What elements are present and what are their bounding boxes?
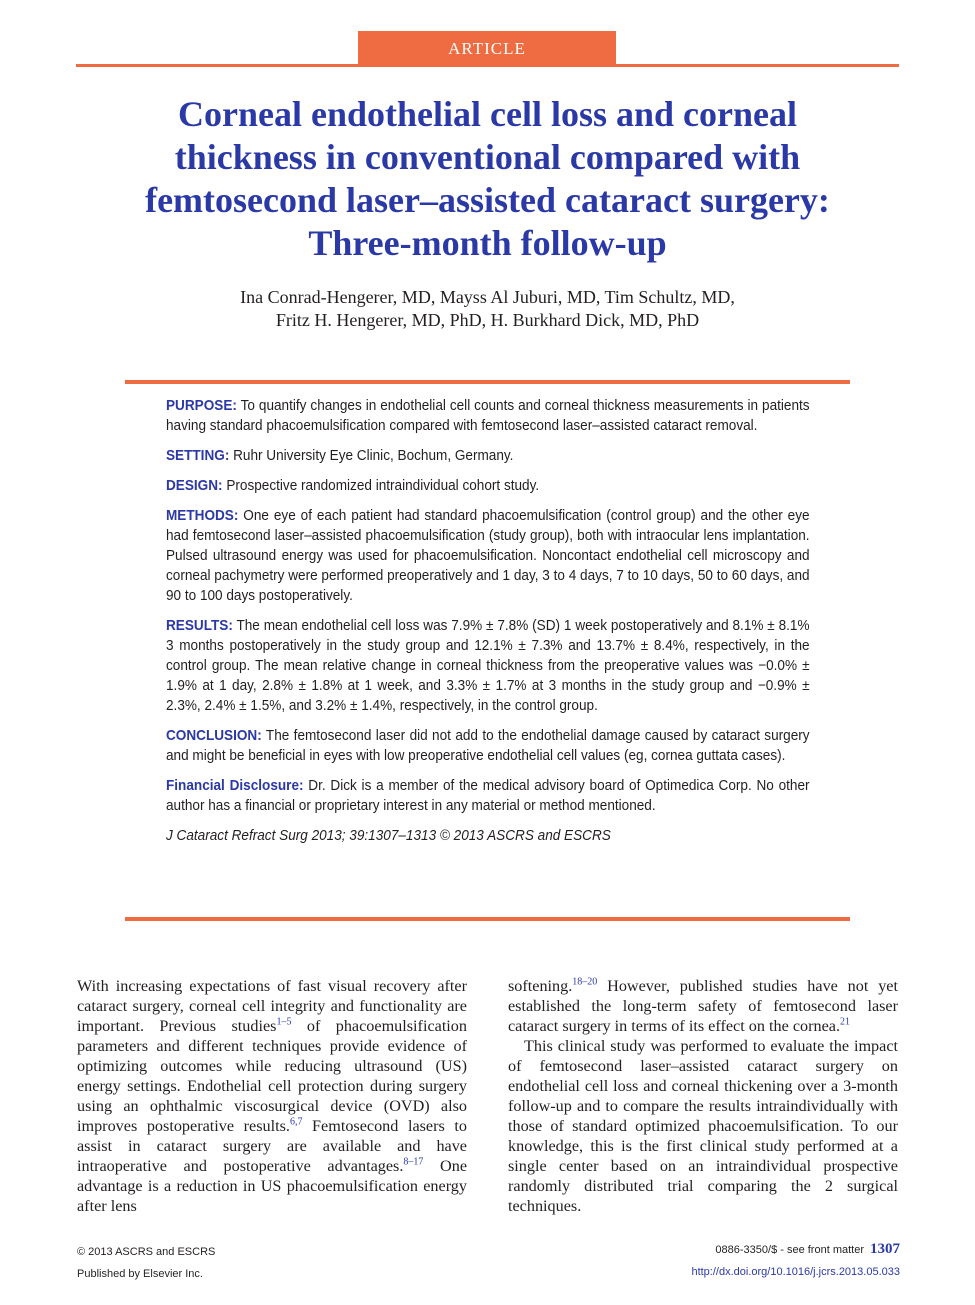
- body-column-left: [77, 976, 467, 1216]
- abstract-bottom-rule: [125, 917, 850, 921]
- authors-line-1: Ina Conrad-Hengerer, MD, Mayss Al Juburi, MD, Tim Schultz, MD,: [240, 287, 735, 307]
- design-text: Prospective randomized intraindividual cohort study.: [222, 478, 540, 494]
- author-list: [120, 286, 855, 332]
- footer-issn: 0886-3350/$ - see front matter: [715, 1244, 864, 1256]
- abstract-design: [166, 476, 810, 496]
- purpose-label: PURPOSE:: [166, 398, 237, 414]
- disclosure-label: Financial Disclosure:: [166, 778, 304, 794]
- abstract-purpose: [166, 396, 810, 436]
- authors-line-2: Fritz H. Hengerer, MD, PhD, H. Burkhard Dick, MD, PhD: [275, 310, 700, 330]
- reference-link[interactable]: 1–5: [276, 1016, 292, 1028]
- body-text: Femtosecond lasers to assist in cataract surgery are available and have intraoperative and postoperative advantages.: [77, 1117, 467, 1175]
- setting-text: Ruhr University Eye Clinic, Bochum, Germany.: [229, 448, 514, 464]
- disclosure-text: Dr. Dick is a member of the medical advisory board of Optimedica Corp. No other author has a financial or proprietary interest in any material or method mentioned.: [166, 778, 810, 814]
- footer-copyright: © 2013 ASCRS and ESCRS: [77, 1246, 216, 1258]
- footer-right: [560, 1238, 900, 1283]
- intro-paragraph-1-continued: [508, 976, 898, 1036]
- footer-publisher: Published by Elsevier Inc.: [77, 1268, 203, 1280]
- methods-text: One eye of each patient had standard phacoemulsification (control group) and the other eye had femtosecond laser–assisted phacoemulsification (study group), both with intraocular lens implantation. Pulsed ultrasound energy was used for phacoemulsification. Noncontact endothelial cell microscopy and corneal pachymetry were performed preoperatively and 1 day, 3 to 4 days, 7 to 10 days, 50 to 60 days, and 90 to 100 days postoperatively.: [166, 508, 810, 604]
- body-text: softening.: [508, 977, 573, 995]
- body-column-right: [508, 976, 898, 1216]
- reference-link[interactable]: 21: [840, 1016, 851, 1028]
- abstract-results: [166, 616, 810, 716]
- journal-citation: J Cataract Refract Surg 2013; 39:1307–1313 © 2013 ASCRS and ESCRS: [166, 828, 611, 844]
- setting-label: SETTING:: [166, 448, 230, 464]
- abstract-setting: [166, 446, 810, 466]
- purpose-text: To quantify changes in endothelial cell counts and corneal thickness measurements in patients having standard phacoemulsification compared with femtosecond laser–assisted cataract removal.: [166, 398, 810, 434]
- page-number: 1307: [870, 1241, 900, 1257]
- doi-link[interactable]: http://dx.doi.org/10.1016/j.jcrs.2013.05.033: [691, 1266, 900, 1278]
- article-title: Corneal endothelial cell loss and corneal thickness in conventional compared with femtosecond laser–assisted cataract surgery: Three-month follow-up: [145, 94, 830, 263]
- abstract: [166, 396, 810, 856]
- reference-link[interactable]: 6,7: [289, 1116, 303, 1128]
- conclusion-label: CONCLUSION:: [166, 728, 262, 744]
- results-label: RESULTS:: [166, 618, 233, 634]
- body-text: of phacoemulsification parameters and different techniques provide evidence of optimizing outcomes while reducing ultrasound (US) energy settings. Endothelial cell protection during surgery using an ophthalmic viscosurgical device (OVD) also improves postoperative results.: [77, 1017, 467, 1135]
- methods-label: METHODS:: [166, 508, 239, 524]
- abstract-conclusion: [166, 726, 810, 766]
- abstract-methods: [166, 506, 810, 606]
- body-text: With increasing expectations of fast visual recovery after cataract surgery, corneal cell integrity and functionality are important. Previous studies: [77, 977, 467, 1035]
- abstract-top-rule: [125, 380, 850, 384]
- body-text: However, published studies have not yet established the long-term safety of femtosecond laser cataract surgery in terms of its effect on the cornea.: [508, 977, 898, 1035]
- header-rule: [76, 64, 899, 67]
- reference-link[interactable]: 8–17: [403, 1156, 424, 1168]
- intro-paragraph-1: [77, 976, 467, 1216]
- body-text: One advantage is a reduction in US phacoemulsification energy after lens: [77, 1157, 468, 1215]
- design-label: DESIGN:: [166, 478, 223, 494]
- conclusion-text: The femtosecond laser did not add to the endothelial damage caused by cataract surgery and might be beneficial in eyes with low preoperative endothelial cell values (eg, cornea guttata cases).: [166, 728, 810, 764]
- footer-left: [77, 1241, 215, 1285]
- results-text: The mean endothelial cell loss was 7.9% ± 7.8% (SD) 1 week postoperatively and 8.1% ± 8.1% 3 months postoperatively in the study group and 12.1% ± 7.3% and 13.7% ± 8.4%, respectively, in the control group. The mean relative change in corneal thickness from the preoperative values was −0.0% ± 1.9% at 1 day, 2.8% ± 1.8% at 1 week, and 3.3% ± 1.7% at 3 months in the study group and −0.9% ± 2.3%, 2.4% ± 1.5%, and 3.2% ± 1.4%, respectively, in the control group.: [166, 618, 810, 714]
- abstract-disclosure: [166, 776, 810, 816]
- article-section-tab: ARTICLE: [358, 31, 616, 65]
- reference-link[interactable]: 18–20: [572, 976, 598, 988]
- intro-paragraph-2: This clinical study was performed to evaluate the impact of femtosecond laser–assisted cataract surgery on endothelial cell loss and corneal thickening over a 3-month follow-up and to compare the results intraindividually with those of standard optimized phacoemulsification. To our knowledge, this is the first clinical study performed at a single center based on an intraindividual prospective randomly distributed trial comparing the 2 surgical techniques.: [508, 1037, 898, 1215]
